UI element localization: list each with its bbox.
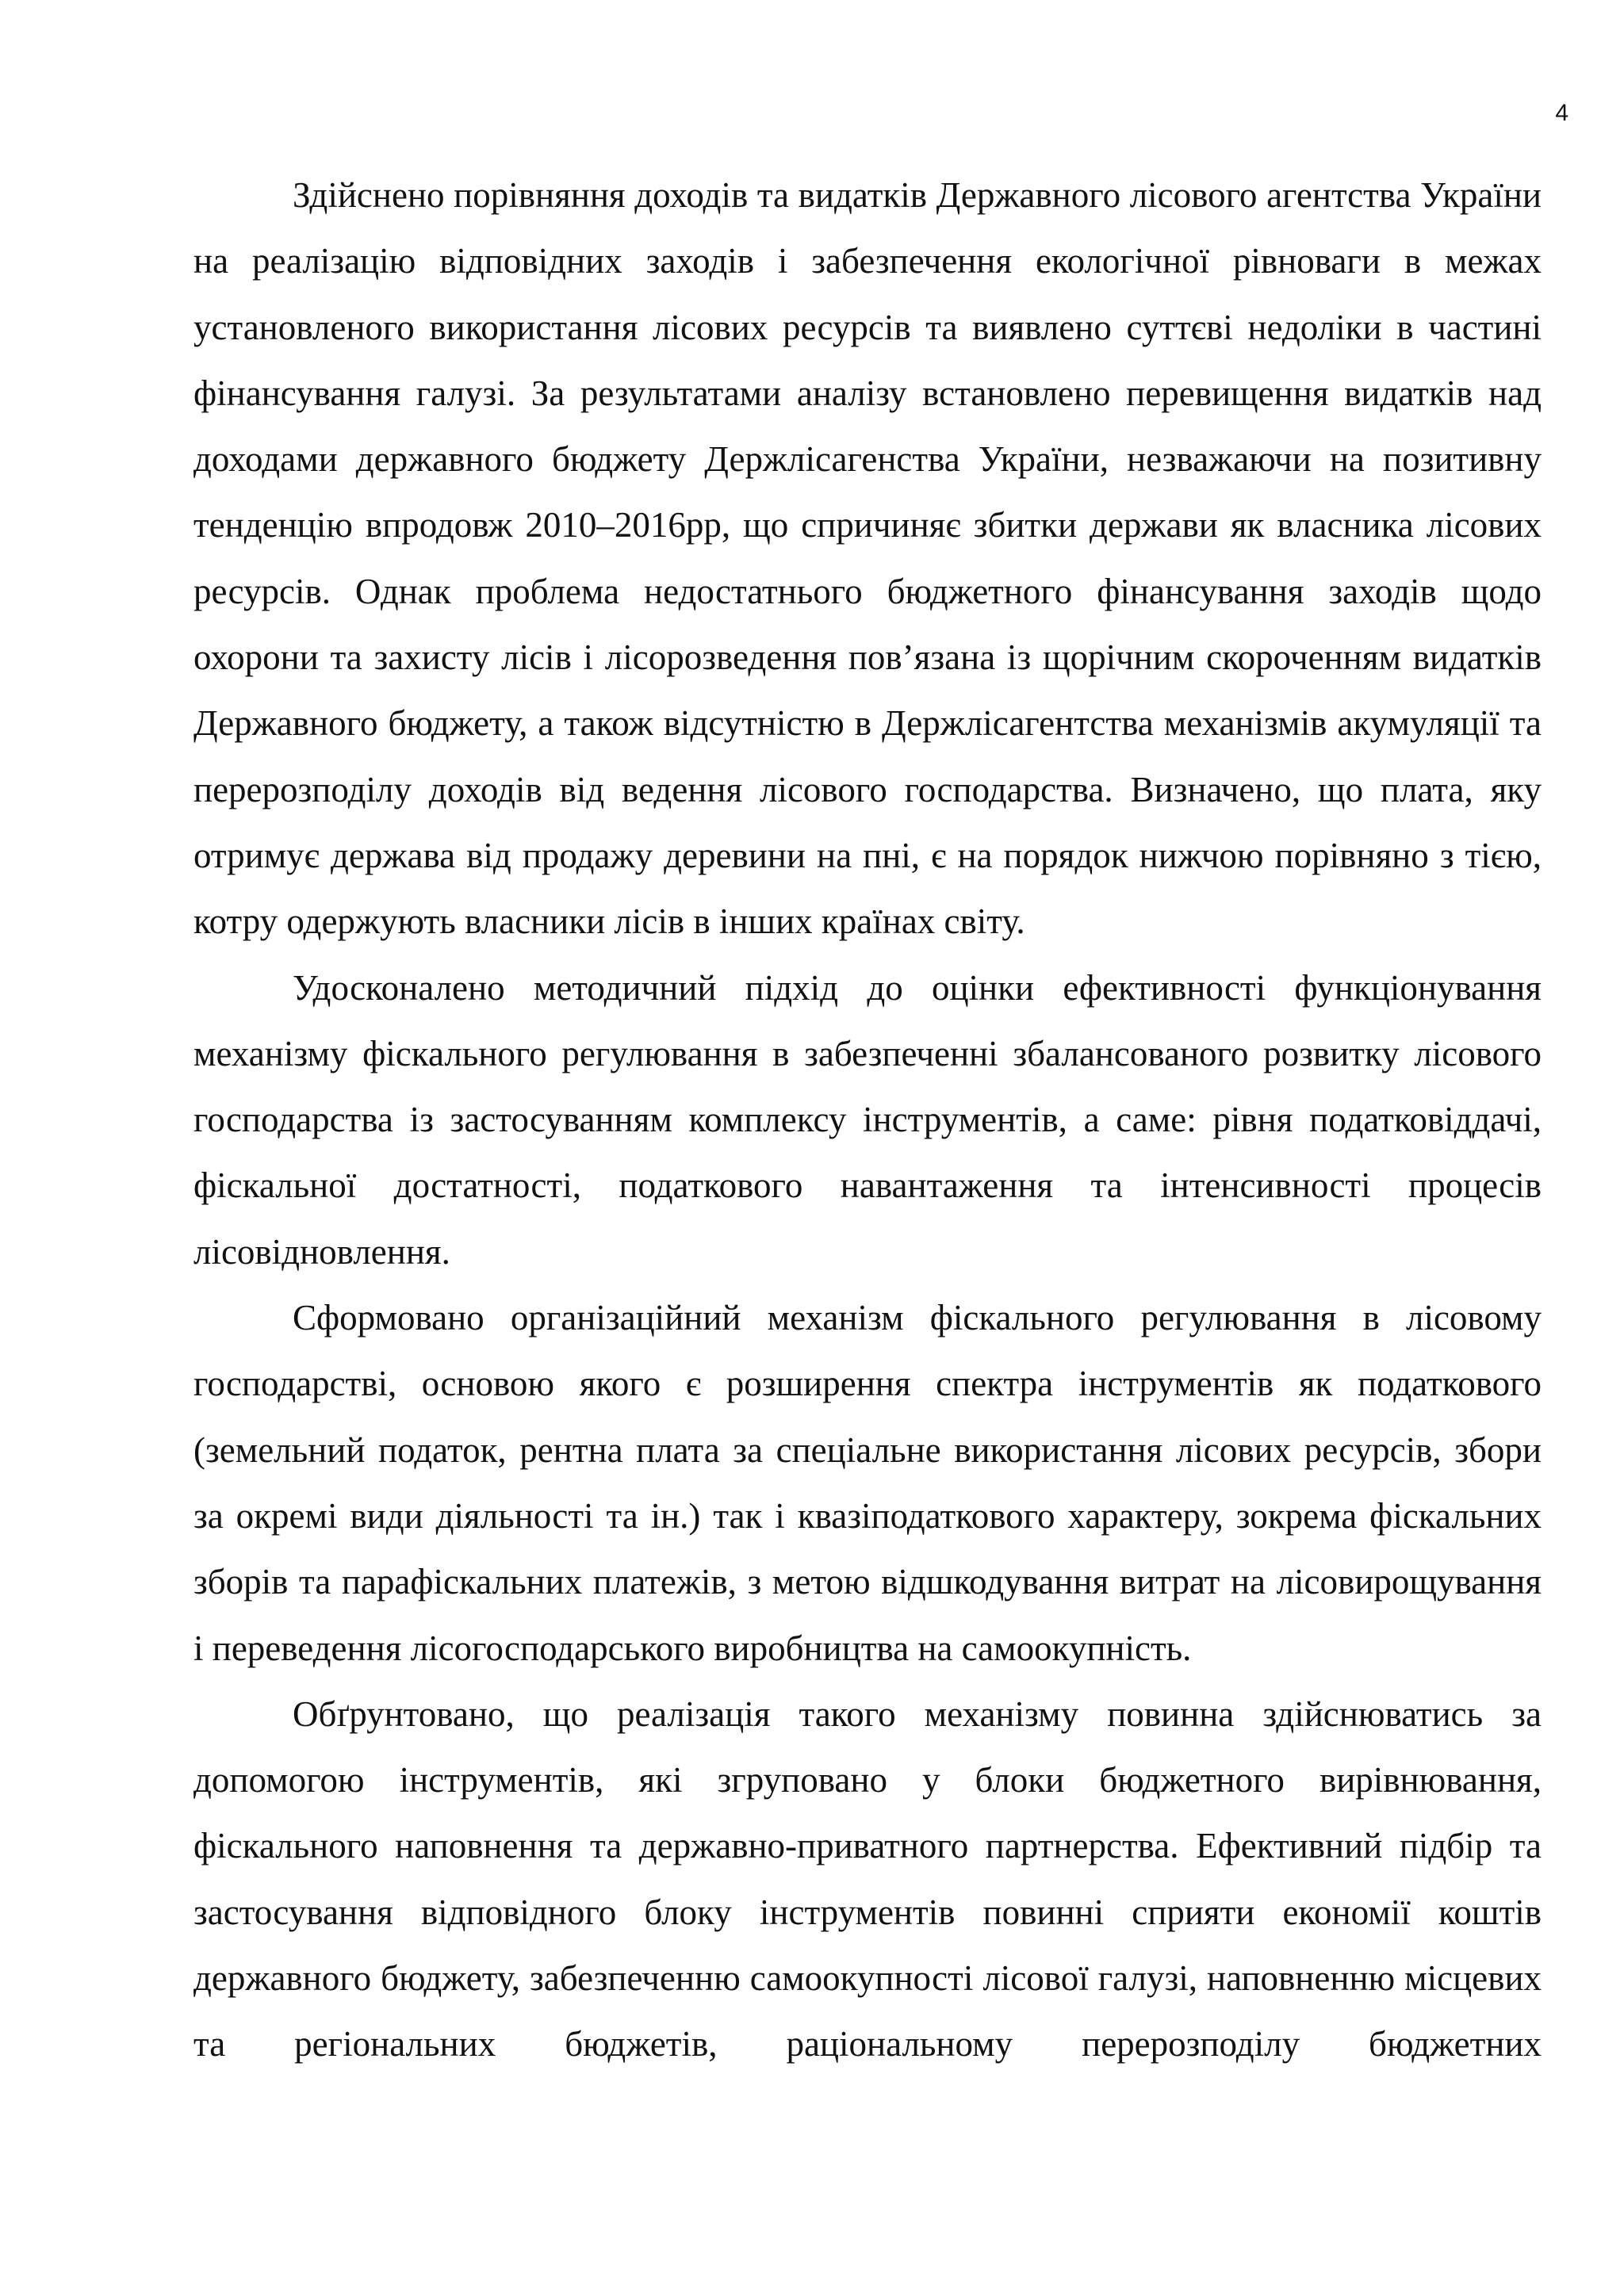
paragraph-comparison: Здійснено порівняння доходів та видатків Державного лісового агентства України на реалізацію відповідних заходів і забезпечення екологічної рівноваги в межах установленого використання лісових ресурсів та виявлено суттєві недоліки в частині фінансування галузі. За результатами аналізу встановлено перевищення видатків над доходами державного бюджету Держлісагенства України, незважаючи на позитивну тенденцію впродовж 2010–2016рр, що спричиняє збитки держави як власника лісових ресурсів. Однак проблема недостатнього бюджетного фінансування заходів щодо охорони та захисту лісів і лісорозведення пов’язана із щорічним скороченням видатків Державного бюджету, а також відсутністю в Держлісагентства механізмів акумуляції та перерозподілу доходів від ведення лісового господарства. Визначено, що плата, яку отримує держава від продажу деревини на пні, є на порядок нижчою порівняно з тією, котру одержують власники лісів в інших країнах світу. [193,175,1542,942]
paragraph-methodology: Удосконалено методичний підхід до оцінки ефективності функціонування механізму фіскального регулювання в забезпеченні збалансованого розвитку лісового господарства із застосуванням комплексу інструментів, а саме: рівня податковіддачі, фіскальної достатності, податкового навантаження та інтенсивності процесів лісовідновлення. [193,967,1542,1272]
paragraph-mechanism: Сформовано організаційний механізм фіскального регулювання в лісовому господарстві, основою якого є розширення спектра інструментів як податкового (земельний податок, рентна плата за спеціальне використання лісових ресурсів, збори за окремі види діяльності та ін.) так і квазіподаткового характеру, зокрема фіскальних зборів та парафіскальних платежів, з метою відшкодування витрат на лісовирощування і переведення лісогосподарського виробництва на самоокупність. [193,1298,1542,1668]
paragraph-justification: Обґрунтовано, що реалізація такого механізму повинна здійснюватись за допомогою інструментів, які згруповано у блоки бюджетного вирівнювання, фіскального наповнення та державно-приватного партнерства. Ефективний підбір та застосування відповідного блоку інструментів повинні сприяти економії коштів державного бюджету, забезпеченню самоокупності лісової галузі, наповненню місцевих та регіональних бюджетів, раціональному перерозподілу бюджетних [193,1693,1542,2064]
body-text [193,163,1542,2078]
page-number: 4 [1555,100,1568,126]
